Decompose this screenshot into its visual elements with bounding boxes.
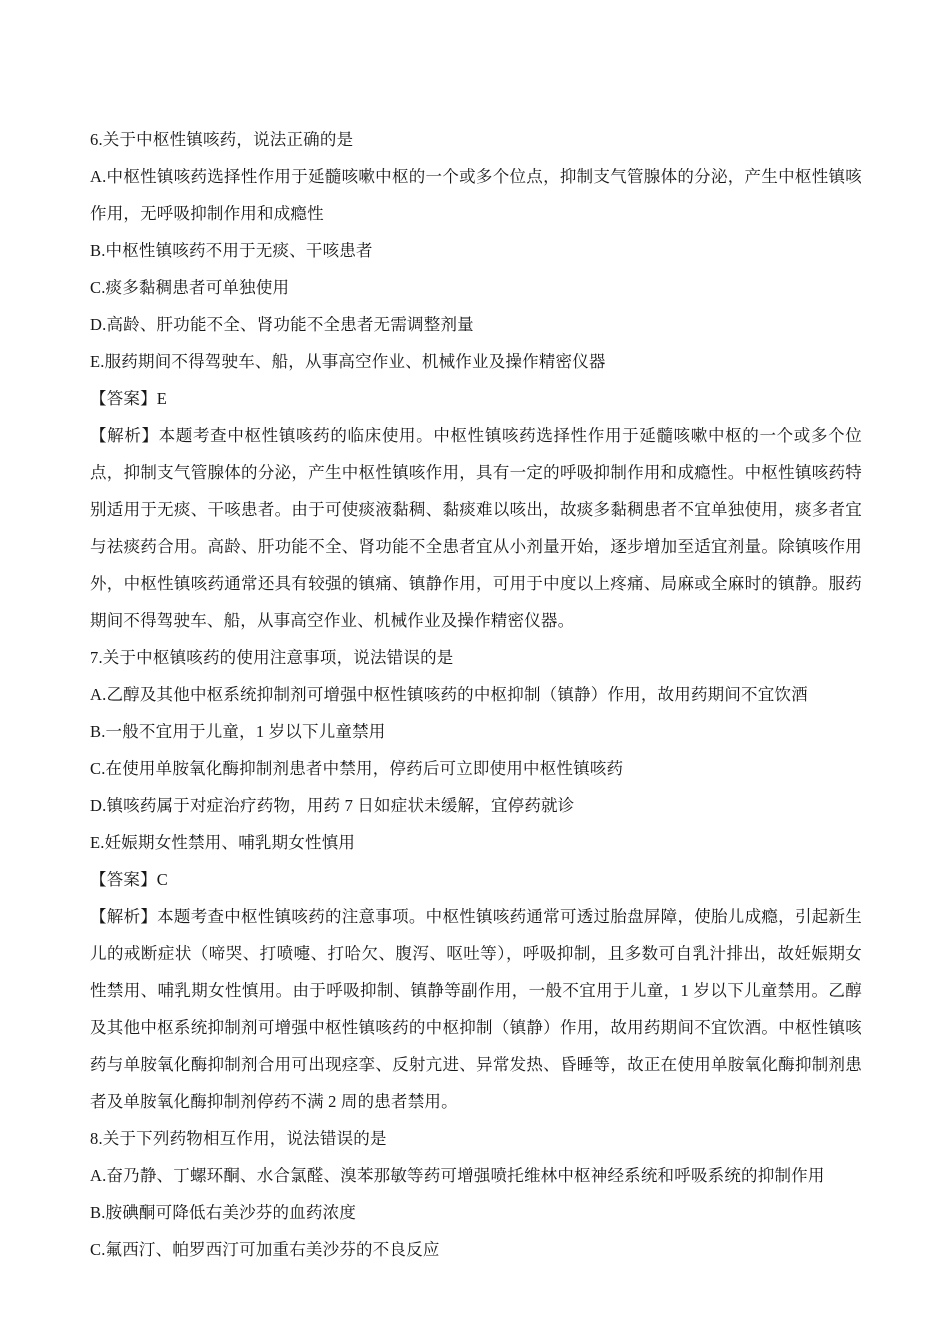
- question-8-option-a: A.奋乃静、丁螺环酮、水合氯醛、溴苯那敏等药可增强喷托维林中枢神经系统和呼吸系统的抑制作用: [90, 1166, 825, 1185]
- question-6-option-a: A.中枢性镇咳药选择性作用于延髓咳嗽中枢的一个或多个位点，抑制支气管腺体的分泌，产生中枢性镇咳作用，无呼吸抑制作用和成瘾性: [90, 167, 862, 223]
- question-8-option-c: C.氟西汀、帕罗西汀可加重右美沙芬的不良反应: [90, 1240, 440, 1259]
- question-6-option-e: E.服药期间不得驾驶车、船，从事高空作业、机械作业及操作精密仪器: [90, 352, 606, 371]
- question-6: [90, 121, 862, 639]
- question-7-answer: 【答案】C: [90, 870, 169, 889]
- question-8-option-b: B.胺碘酮可降低右美沙芬的血药浓度: [90, 1203, 357, 1222]
- question-8: [90, 1120, 862, 1268]
- question-7-analysis: 【解析】本题考查中枢性镇咳药的注意事项。中枢性镇咳药通常可透过胎盘屏障，使胎儿成瘾，引起新生儿的戒断症状（啼哭、打喷嚏、打哈欠、腹泻、呕吐等），呼吸抑制，且多数可自乳汁排出，故妊娠期女性禁用、哺乳期女性慎用。由于呼吸抑制、镇静等副作用，一般不宜用于儿童，1 岁以下儿童禁用。乙醇及其他中枢系统抑制剂可增强中枢性镇咳药的中枢抑制（镇静）作用，故用药期间不宜饮酒。中枢性镇咳药与单胺氧化酶抑制剂合用可出现痉挛、反射亢进、异常发热、昏睡等，故正在使用单胺氧化酶抑制剂患者及单胺氧化酶抑制剂停药不满 2 周的患者禁用。: [90, 907, 862, 1111]
- question-6-analysis: 【解析】本题考查中枢性镇咳药的临床使用。中枢性镇咳药选择性作用于延髓咳嗽中枢的一个或多个位点，抑制支气管腺体的分泌，产生中枢性镇咳作用，具有一定的呼吸抑制作用和成瘾性。中枢性镇咳药特别适用于无痰、干咳患者。由于可使痰液黏稠、黏痰难以咳出，故痰多黏稠患者不宜单独使用，痰多者宜与祛痰药合用。高龄、肝功能不全、肾功能不全患者宜从小剂量开始，逐步增加至适宜剂量。除镇咳作用外，中枢性镇咳药通常还具有较强的镇痛、镇静作用，可用于中度以上疼痛、局麻或全麻时的镇静。服药期间不得驾驶车、船，从事高空作业、机械作业及操作精密仪器。: [90, 426, 862, 630]
- question-6-title: 6.关于中枢性镇咳药，说法正确的是: [90, 130, 354, 149]
- question-7-option-b: B.一般不宜用于儿童，1 岁以下儿童禁用: [90, 722, 386, 741]
- question-7-title: 7.关于中枢镇咳药的使用注意事项，说法错误的是: [90, 648, 454, 667]
- question-7-option-e: E.妊娠期女性禁用、哺乳期女性慎用: [90, 833, 356, 852]
- question-8-title: 8.关于下列药物相互作用，说法错误的是: [90, 1129, 387, 1148]
- question-7-option-d: D.镇咳药属于对症治疗药物，用药 7 日如症状未缓解，宜停药就诊: [90, 796, 575, 815]
- question-6-option-b: B.中枢性镇咳药不用于无痰、干咳患者: [90, 241, 373, 260]
- question-7-option-a: A.乙醇及其他中枢系统抑制剂可增强中枢性镇咳药的中枢抑制（镇静）作用，故用药期间不宜饮酒: [90, 685, 808, 704]
- question-7: [90, 639, 862, 1120]
- question-6-option-c: C.痰多黏稠患者可单独使用: [90, 278, 290, 297]
- question-7-option-c: C.在使用单胺氧化酶抑制剂患者中禁用，停药后可立即使用中枢性镇咳药: [90, 759, 624, 778]
- question-6-answer: 【答案】E: [90, 389, 168, 408]
- question-6-option-d: D.高龄、肝功能不全、肾功能不全患者无需调整剂量: [90, 315, 474, 334]
